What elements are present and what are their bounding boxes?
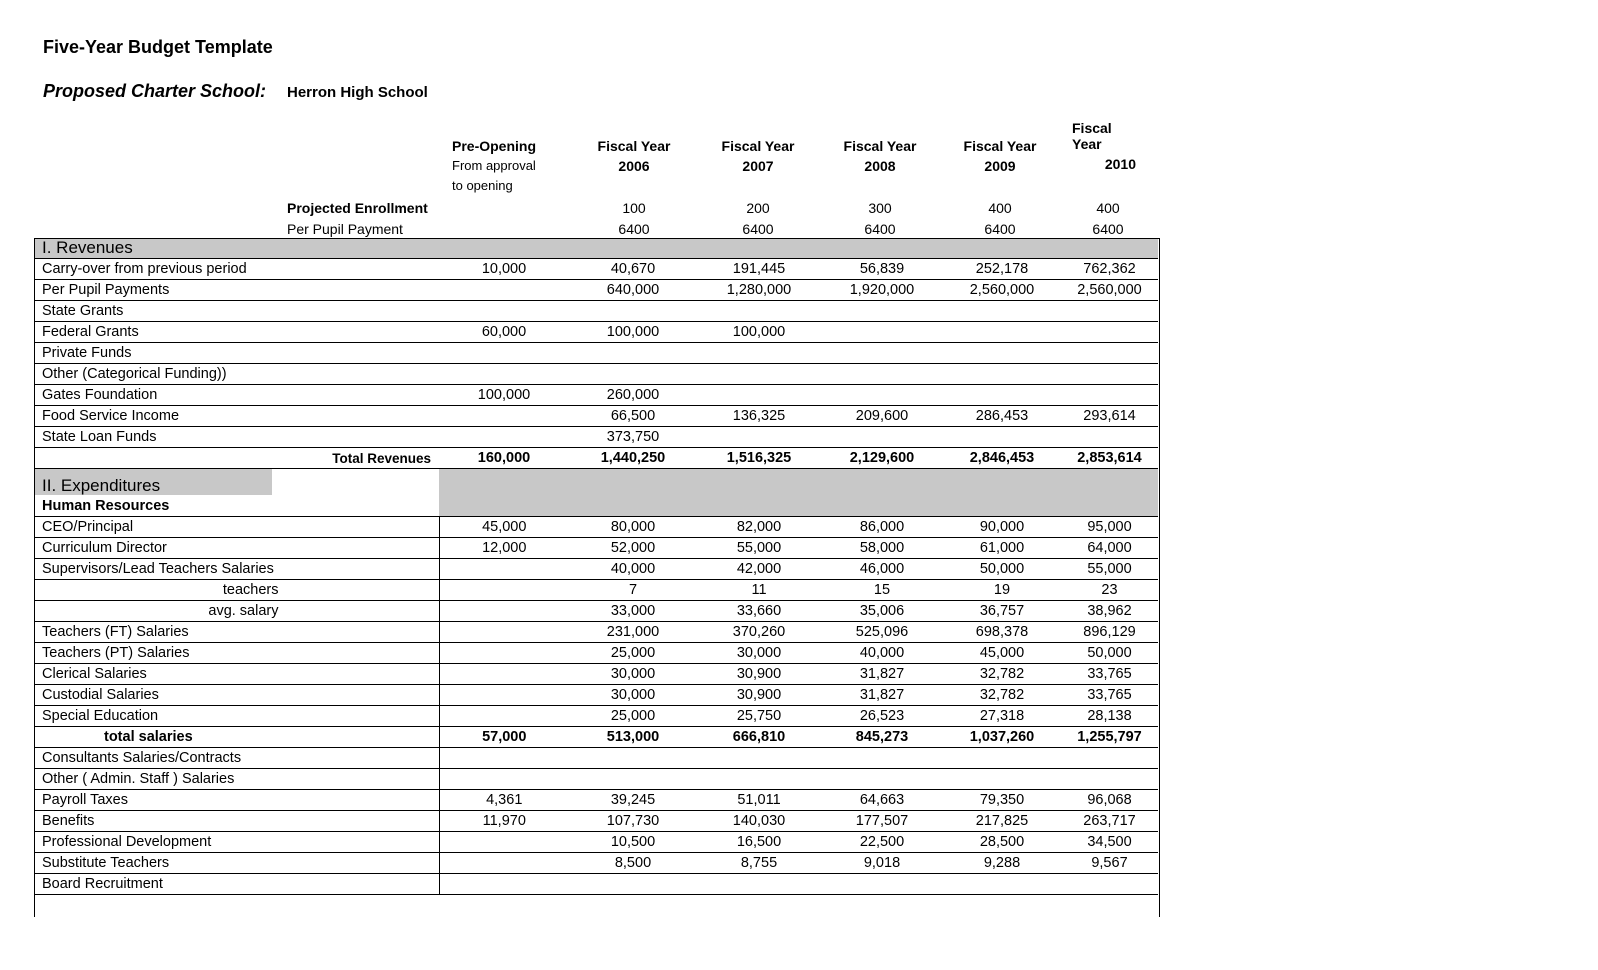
cell-value: 80,000 xyxy=(569,517,697,538)
per-pupil-value: 6400 xyxy=(742,221,774,237)
cell-value xyxy=(569,748,697,769)
cell-value xyxy=(697,301,821,322)
cell-value: 160,000 xyxy=(439,448,569,469)
table-row xyxy=(34,580,1158,601)
cell-value: 55,000 xyxy=(1061,559,1158,580)
cell-value: 22,500 xyxy=(821,832,943,853)
row-label: Payroll Taxes xyxy=(34,790,439,811)
table-row xyxy=(34,301,1158,322)
budget-table xyxy=(34,238,1158,895)
cell-value: 60,000 xyxy=(439,322,569,343)
cell-value: 762,362 xyxy=(1061,259,1158,280)
enrollment-value: 400 xyxy=(988,200,1012,216)
revenues-section-header xyxy=(34,238,1158,259)
table-row xyxy=(34,853,1158,874)
cell-value: 666,810 xyxy=(697,727,821,748)
row-label: Supervisors/Lead Teachers Salaries xyxy=(34,559,439,580)
cell-value: 209,600 xyxy=(821,406,943,427)
cell-value: 231,000 xyxy=(569,622,697,643)
header-fy-year: 2006 xyxy=(618,158,650,174)
cell-value: 10,500 xyxy=(569,832,697,853)
cell-value: 33,000 xyxy=(569,601,697,622)
row-label: Gates Foundation xyxy=(34,385,439,406)
table-row xyxy=(34,622,1158,643)
table-row xyxy=(34,664,1158,685)
expenditures-heading-text: II. Expenditures xyxy=(34,469,272,495)
cell-value: 33,765 xyxy=(1061,685,1158,706)
cell-value xyxy=(439,559,569,580)
cell-value xyxy=(439,832,569,853)
cell-value xyxy=(1061,364,1158,385)
cell-value: 293,614 xyxy=(1061,406,1158,427)
human-resources-row xyxy=(34,496,1158,517)
cell-value: 51,011 xyxy=(697,790,821,811)
table-row xyxy=(34,643,1158,664)
cell-value: 107,730 xyxy=(569,811,697,832)
cell-value: 136,325 xyxy=(697,406,821,427)
cell-value: 100,000 xyxy=(569,322,697,343)
cell-value xyxy=(1061,301,1158,322)
cell-value xyxy=(943,385,1061,406)
enrollment-value: 400 xyxy=(1096,200,1120,216)
cell-value: 46,000 xyxy=(821,559,943,580)
row-label: Food Service Income xyxy=(34,406,439,427)
cell-value xyxy=(821,427,943,448)
cell-value: 698,378 xyxy=(943,622,1061,643)
cell-value xyxy=(821,301,943,322)
cell-value xyxy=(821,322,943,343)
cell-value xyxy=(439,874,569,895)
school-name: Herron High School xyxy=(287,84,428,101)
cell-value: 1,440,250 xyxy=(569,448,697,469)
cell-value xyxy=(1061,769,1158,790)
table-row xyxy=(34,322,1158,343)
per-pupil-value: 6400 xyxy=(618,221,650,237)
cell-value: 45,000 xyxy=(943,643,1061,664)
per-pupil-value: 6400 xyxy=(1092,221,1124,237)
revenues-heading: I. Revenues xyxy=(34,238,1158,259)
per-pupil-value: 6400 xyxy=(864,221,896,237)
table-row xyxy=(34,385,1158,406)
cell-value: 263,717 xyxy=(1061,811,1158,832)
cell-value xyxy=(439,706,569,727)
table-row xyxy=(34,364,1158,385)
cell-value: 140,030 xyxy=(697,811,821,832)
header-pre-opening-title: Pre-Opening xyxy=(452,138,537,154)
table-row xyxy=(34,727,1158,748)
cell-value: 96,068 xyxy=(1061,790,1158,811)
cell-value: 42,000 xyxy=(697,559,821,580)
cell-value xyxy=(697,748,821,769)
row-label: Substitute Teachers xyxy=(34,853,439,874)
per-pupil-value: 6400 xyxy=(984,221,1016,237)
cell-value: 86,000 xyxy=(821,517,943,538)
header-fy-2008 xyxy=(820,136,940,176)
header-fy-year: 2007 xyxy=(742,158,774,174)
cell-value: 1,280,000 xyxy=(697,280,821,301)
cell-value: 191,445 xyxy=(697,259,821,280)
cell-value: 66,500 xyxy=(569,406,697,427)
cell-value: 513,000 xyxy=(569,727,697,748)
row-label: Other (Categorical Funding)) xyxy=(34,364,439,385)
row-label: total salaries xyxy=(34,727,439,748)
table-row xyxy=(34,559,1158,580)
row-label: Teachers (FT) Salaries xyxy=(34,622,439,643)
cell-value xyxy=(697,874,821,895)
cell-value: 40,000 xyxy=(821,643,943,664)
cell-value: 373,750 xyxy=(569,427,697,448)
cell-value: 31,827 xyxy=(821,664,943,685)
header-fy-label: Fiscal Year xyxy=(597,138,671,154)
cell-value: 52,000 xyxy=(569,538,697,559)
table-row xyxy=(34,706,1158,727)
row-label: Carry-over from previous period xyxy=(34,259,439,280)
cell-value: 90,000 xyxy=(943,517,1061,538)
expenditures-section-header xyxy=(34,469,1158,497)
row-label: Board Recruitment xyxy=(34,874,439,895)
cell-value xyxy=(943,748,1061,769)
cell-value: 25,750 xyxy=(697,706,821,727)
cell-value xyxy=(439,427,569,448)
cell-value: 50,000 xyxy=(943,559,1061,580)
cell-value xyxy=(439,301,569,322)
cell-value xyxy=(1061,874,1158,895)
cell-value: 32,782 xyxy=(943,664,1061,685)
cell-value xyxy=(821,364,943,385)
cell-value: 82,000 xyxy=(697,517,821,538)
cell-value xyxy=(439,853,569,874)
cell-value: 16,500 xyxy=(697,832,821,853)
cell-value: 896,129 xyxy=(1061,622,1158,643)
cell-value: 95,000 xyxy=(1061,517,1158,538)
cell-value: 12,000 xyxy=(439,538,569,559)
header-fy-label-year: Year xyxy=(1072,136,1102,152)
cell-value: 100,000 xyxy=(439,385,569,406)
human-resources-label: Human Resources xyxy=(34,496,439,517)
table-row xyxy=(34,343,1158,364)
cell-value xyxy=(1061,427,1158,448)
cell-value xyxy=(697,385,821,406)
header-fy-year: 2009 xyxy=(984,158,1016,174)
table-row xyxy=(34,769,1158,790)
cell-value xyxy=(943,427,1061,448)
table-row xyxy=(34,259,1158,280)
row-label: Federal Grants xyxy=(34,322,439,343)
cell-value xyxy=(439,343,569,364)
row-label: State Loan Funds xyxy=(34,427,439,448)
cell-value xyxy=(821,769,943,790)
row-label: Teachers (PT) Salaries xyxy=(34,643,439,664)
cell-value: 8,500 xyxy=(569,853,697,874)
cell-value: 525,096 xyxy=(821,622,943,643)
header-fy-2009 xyxy=(940,136,1060,176)
cell-value: 10,000 xyxy=(439,259,569,280)
cell-value: 55,000 xyxy=(697,538,821,559)
enrollment-label: Projected Enrollment xyxy=(287,200,428,216)
table-row xyxy=(34,427,1158,448)
cell-value: 640,000 xyxy=(569,280,697,301)
cell-value: 32,782 xyxy=(943,685,1061,706)
cell-value: 9,018 xyxy=(821,853,943,874)
cell-value xyxy=(697,427,821,448)
cell-value xyxy=(439,280,569,301)
cell-value xyxy=(569,364,697,385)
table-row xyxy=(34,832,1158,853)
cell-value: 61,000 xyxy=(943,538,1061,559)
total-revenues-row xyxy=(34,448,1158,469)
document-title: Five-Year Budget Template xyxy=(43,37,273,57)
cell-value: 40,670 xyxy=(569,259,697,280)
cell-value: 11,970 xyxy=(439,811,569,832)
cell-value: 177,507 xyxy=(821,811,943,832)
cell-value: 35,006 xyxy=(821,601,943,622)
cell-value: 30,900 xyxy=(697,685,821,706)
cell-value xyxy=(943,769,1061,790)
cell-value: 27,318 xyxy=(943,706,1061,727)
cell-value: 28,138 xyxy=(1061,706,1158,727)
row-label: Consultants Salaries/Contracts xyxy=(34,748,439,769)
cell-value xyxy=(569,874,697,895)
cell-value xyxy=(569,343,697,364)
cell-value xyxy=(943,343,1061,364)
cell-value: 57,000 xyxy=(439,727,569,748)
table-row xyxy=(34,811,1158,832)
cell-value: 39,245 xyxy=(569,790,697,811)
table-row xyxy=(34,748,1158,769)
header-fy-label: Fiscal Year xyxy=(843,138,917,154)
cell-value xyxy=(569,301,697,322)
row-label: Other ( Admin. Staff ) Salaries xyxy=(34,769,439,790)
cell-value xyxy=(943,322,1061,343)
header-fy-2007 xyxy=(698,136,818,176)
cell-value xyxy=(821,874,943,895)
cell-value: 9,567 xyxy=(1061,853,1158,874)
table-row xyxy=(34,601,1158,622)
human-resources-fill xyxy=(439,496,1158,517)
school-label: Proposed Charter School: xyxy=(43,81,267,101)
cell-value: 7 xyxy=(569,580,697,601)
cell-value xyxy=(1061,343,1158,364)
cell-value xyxy=(439,364,569,385)
cell-value: 56,839 xyxy=(821,259,943,280)
cell-value: 1,920,000 xyxy=(821,280,943,301)
enrollment-value: 100 xyxy=(622,200,646,216)
cell-value: 30,000 xyxy=(697,643,821,664)
cell-value: 4,361 xyxy=(439,790,569,811)
row-label: avg. salary xyxy=(34,601,439,622)
cell-value: 1,037,260 xyxy=(943,727,1061,748)
cell-value: 30,000 xyxy=(569,685,697,706)
cell-value: 33,765 xyxy=(1061,664,1158,685)
cell-value: 1,255,797 xyxy=(1061,727,1158,748)
row-label: Private Funds xyxy=(34,343,439,364)
cell-value xyxy=(439,685,569,706)
cell-value: 25,000 xyxy=(569,643,697,664)
table-row xyxy=(34,874,1158,895)
cell-value: 28,500 xyxy=(943,832,1061,853)
row-label: Benefits xyxy=(34,811,439,832)
cell-value: 25,000 xyxy=(569,706,697,727)
table-row xyxy=(34,406,1158,427)
cell-value: 2,560,000 xyxy=(1061,280,1158,301)
enrollment-row xyxy=(0,198,1160,219)
cell-value xyxy=(1061,322,1158,343)
cell-value xyxy=(697,343,821,364)
table-row xyxy=(34,685,1158,706)
cell-value: 58,000 xyxy=(821,538,943,559)
row-label: CEO/Principal xyxy=(34,517,439,538)
cell-value: 50,000 xyxy=(1061,643,1158,664)
row-label: teachers xyxy=(34,580,439,601)
row-label: State Grants xyxy=(34,301,439,322)
cell-value xyxy=(439,748,569,769)
row-label: Custodial Salaries xyxy=(34,685,439,706)
cell-value: 23 xyxy=(1061,580,1158,601)
row-label: Curriculum Director xyxy=(34,538,439,559)
header-fy-year: 2008 xyxy=(864,158,896,174)
table-row xyxy=(34,280,1158,301)
cell-value: 34,500 xyxy=(1061,832,1158,853)
cell-value: 286,453 xyxy=(943,406,1061,427)
cell-value xyxy=(439,601,569,622)
header-fy-year: 2010 xyxy=(1104,156,1136,172)
expenditures-header-fill xyxy=(439,469,1158,497)
cell-value xyxy=(943,301,1061,322)
cell-value: 2,853,614 xyxy=(1061,448,1158,469)
cell-value: 100,000 xyxy=(697,322,821,343)
expenditures-heading xyxy=(34,469,439,497)
cell-value xyxy=(439,622,569,643)
table-row xyxy=(34,538,1158,559)
cell-value: 31,827 xyxy=(821,685,943,706)
header-fy-2006 xyxy=(574,136,694,176)
row-label: Total Revenues xyxy=(34,448,439,469)
cell-value: 64,663 xyxy=(821,790,943,811)
cell-value xyxy=(697,769,821,790)
header-fy-label: Fiscal Year xyxy=(721,138,795,154)
cell-value: 19 xyxy=(943,580,1061,601)
cell-value xyxy=(1061,385,1158,406)
cell-value xyxy=(943,874,1061,895)
enrollment-value: 200 xyxy=(746,200,770,216)
cell-value: 36,757 xyxy=(943,601,1061,622)
cell-value xyxy=(439,406,569,427)
row-label: Professional Development xyxy=(34,832,439,853)
per-pupil-row xyxy=(0,219,1160,240)
cell-value xyxy=(821,343,943,364)
cell-value xyxy=(439,643,569,664)
cell-value: 252,178 xyxy=(943,259,1061,280)
cell-value: 79,350 xyxy=(943,790,1061,811)
cell-value xyxy=(569,769,697,790)
cell-value: 15 xyxy=(821,580,943,601)
cell-value: 11 xyxy=(697,580,821,601)
header-pre-opening-sub2: to opening xyxy=(452,178,513,193)
row-label: Special Education xyxy=(34,706,439,727)
cell-value: 26,523 xyxy=(821,706,943,727)
cell-value: 38,962 xyxy=(1061,601,1158,622)
table-row xyxy=(34,517,1158,538)
header-pre-opening xyxy=(452,136,536,196)
cell-value: 845,273 xyxy=(821,727,943,748)
header-fy-label: Fiscal Year xyxy=(963,138,1037,154)
cell-value: 260,000 xyxy=(569,385,697,406)
cell-value xyxy=(943,364,1061,385)
cell-value xyxy=(439,580,569,601)
enrollment-value: 300 xyxy=(868,200,892,216)
cell-value: 30,000 xyxy=(569,664,697,685)
cell-value: 33,660 xyxy=(697,601,821,622)
row-label: Per Pupil Payments xyxy=(34,280,439,301)
cell-value xyxy=(1061,748,1158,769)
cell-value: 45,000 xyxy=(439,517,569,538)
cell-value xyxy=(821,748,943,769)
cell-value: 2,846,453 xyxy=(943,448,1061,469)
cell-value: 30,900 xyxy=(697,664,821,685)
cell-value xyxy=(439,769,569,790)
cell-value: 2,129,600 xyxy=(821,448,943,469)
cell-value: 8,755 xyxy=(697,853,821,874)
header-fy-2010 xyxy=(1072,120,1136,172)
header-pre-opening-sub1: From approval xyxy=(452,158,536,173)
cell-value xyxy=(821,385,943,406)
cell-value: 370,260 xyxy=(697,622,821,643)
cell-value: 9,288 xyxy=(943,853,1061,874)
cell-value: 40,000 xyxy=(569,559,697,580)
cell-value: 1,516,325 xyxy=(697,448,821,469)
cell-value: 2,560,000 xyxy=(943,280,1061,301)
cell-value xyxy=(697,364,821,385)
cell-value xyxy=(439,664,569,685)
table-row xyxy=(34,790,1158,811)
row-label: Clerical Salaries xyxy=(34,664,439,685)
header-fy-label: Fiscal xyxy=(1072,120,1112,136)
cell-value: 217,825 xyxy=(943,811,1061,832)
per-pupil-label: Per Pupil Payment xyxy=(287,221,403,237)
cell-value: 64,000 xyxy=(1061,538,1158,559)
